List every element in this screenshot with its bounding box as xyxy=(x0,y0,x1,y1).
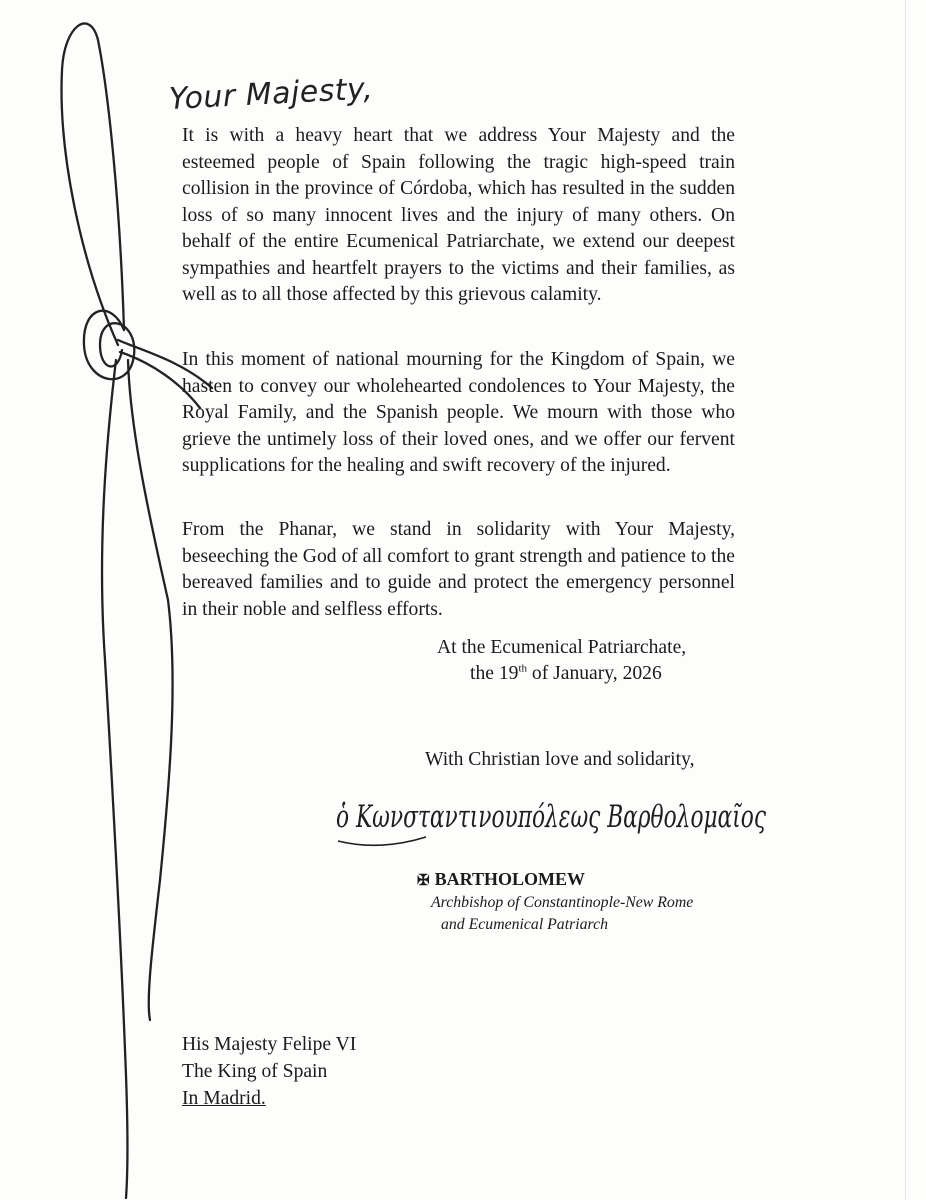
signatory-name xyxy=(417,869,585,890)
addressee-line-3: In Madrid. xyxy=(182,1088,266,1109)
addressee-line-2: The King of Spain xyxy=(182,1061,328,1082)
signatory-title-line-2: and Ecumenical Patriarch xyxy=(441,916,609,933)
paragraph-2: In this moment of national mourning for the Kingdom of Spain, we hasten to convey our wholehearted condolences to Your Majesty, the Royal Family, and the Spanish people. We mourn with those who grieve the untimely loss of their loved ones, and we offer our fervent supplications for the healing and swift recovery of the injured. xyxy=(182,349,735,476)
date-rest: of January, 2026 xyxy=(527,663,662,684)
signature-text: ὁ Κωνσταντινουπόλεως Βαρθολομαῖος xyxy=(336,799,767,835)
date-line xyxy=(470,661,662,688)
signature-flourish xyxy=(338,837,426,845)
addressee-line-1: His Majesty Felipe VI xyxy=(182,1034,357,1055)
signature xyxy=(330,775,780,855)
paragraph-1: It is with a heavy heart that we address Your Majesty and the esteemed people of Spain following the tragic high-speed train collision in the province of Córdoba, which has resulted in the sudden loss of so many innocent lives and the injury of many others. On behalf of the entire Ecumenical Patriarchate, we extend our deepest sympathies and heartfelt prayers to the victims and their families, as well as to all those affected by this grievous calamity. xyxy=(182,125,735,305)
place-line: At the Ecumenical Patriarchate, xyxy=(437,637,687,658)
paragraph-3: From the Phanar, we stand in solidarity with Your Majesty, beseeching the God of all comfort to grant strength and patience to the bereaved families and to guide and protect the emergency personnel in their noble and selfless efforts. xyxy=(182,519,735,620)
page-edge-line xyxy=(905,0,906,1200)
salutation-handwritten: Your Majesty, xyxy=(168,71,374,117)
patriarchal-cross-icon: ✠ xyxy=(417,873,430,889)
signatory-title-line-1: Archbishop of Constantinople-New Rome xyxy=(431,894,694,911)
signatory-name-text: BARTHOLOMEW xyxy=(434,869,585,889)
closing-line: With Christian love and solidarity, xyxy=(425,749,695,770)
date-prefix: the 19 xyxy=(470,663,519,684)
date-ordinal: th xyxy=(518,662,527,675)
